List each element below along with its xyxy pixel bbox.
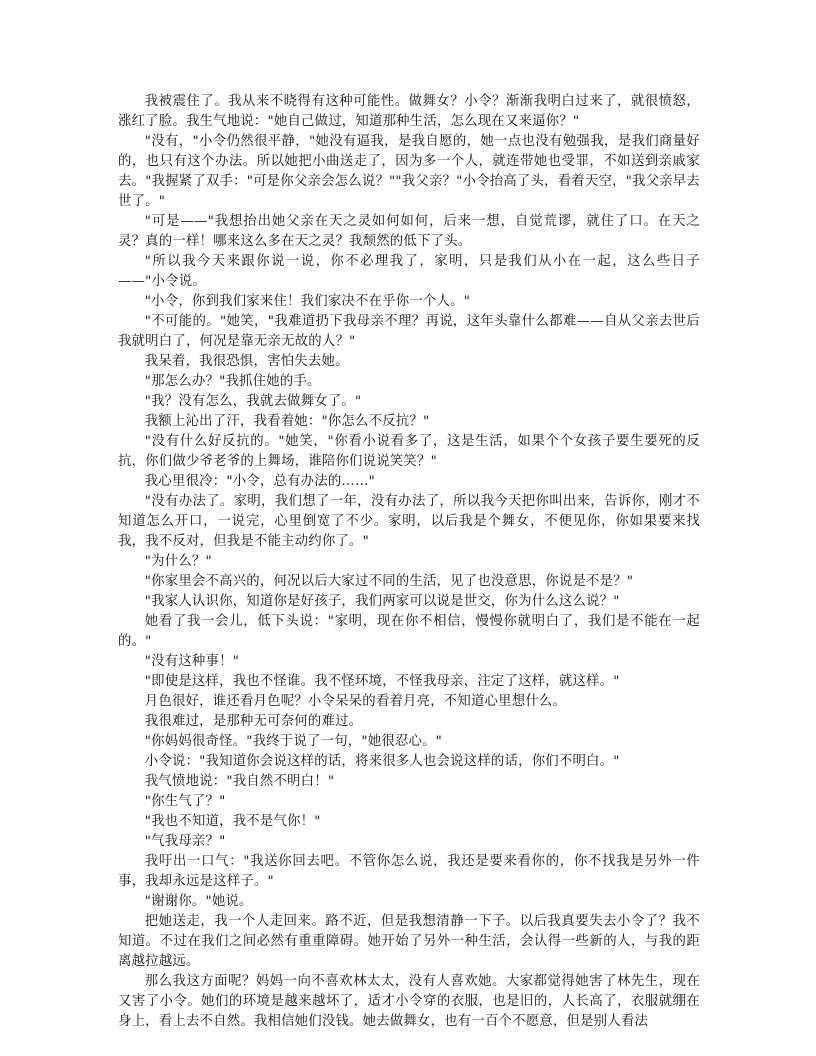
paragraph: 她看了我一会儿，低下头说："家明，现在你不相信，慢慢你就明白了，我们是不能在一起的。"	[118, 614, 700, 649]
paragraph: 我呆着，我很恐惧，害怕失去她。	[144, 354, 349, 369]
paragraph: "没有，"小令仍然很平静，"她没有逼我，是我自愿的，她一点也没有勉强我，是我们商量好的，也只有这个办法。所以她把小曲送走了，因为多一个人，就连带她也受罪，不如送到亲戚家去。"我握紧了双手："可是你父亲会怎么说？""我父亲？"小令抬高了头，看着天空，"我父亲早去世了。"	[118, 134, 700, 209]
paragraph: "没有什么好反抗的。"她笑，"你看小说看多了，这是生活，如果个个女孩子要生要死的反抗，你们做少爷老爷的上舞场，谁陪你们说说笑笑？"	[118, 434, 700, 469]
paragraph: "你生气了？"	[144, 794, 226, 809]
paragraph: "谢谢你。"她说。	[144, 894, 253, 909]
paragraph: 那么我这方面呢？妈妈一向不喜欢林太太，没有人喜欢她。大家都觉得她害了林先生，现在又害了小令。她们的环境是越来越坏了，适才小令穿的衣服，也是旧的，人长高了，衣服就绷在身上，看上去不自然。我相信她们没钱。她去做舞女，也有一百个不愿意，但是别人看法	[118, 974, 700, 1029]
paragraph: 把她送走，我一个人走回来。路不近，但是我想清静一下子。以后我真要失去小令了？我不知道。不过在我们之间必然有重重障碍。她开始了另外一种生活，会认得一些新的人，与我的距离越拉越远。	[118, 914, 700, 969]
paragraph: "可是——"我想抬出她父亲在天之灵如何如何，后来一想，自觉荒谬，就住了口。在天之灵？真的一样！哪来这么多在天之灵？我颓然的低下了头。	[118, 214, 700, 249]
paragraph: 我很难过，是那种无可奈何的难过。	[144, 714, 363, 729]
paragraph: "小令，你到我们家来住！我们家决不在乎你一个人。"	[144, 294, 471, 309]
paragraph: "所以我今天来跟你说一说，你不必理我了，家明，只是我们从小在一起，这么些日子——"小令说。	[118, 254, 700, 289]
paragraph: "没有办法了。家明，我们想了一年，没有办法了，所以我今天把你叫出来，告诉你，刚才不知道怎么开口，一说完，心里倒宽了不少。家明，以后我是个舞女，不便见你，你如果要来找我，我不反对，但我是不能主动约你了。"	[118, 494, 700, 549]
paragraph: 月色很好，谁还看月色呢？小令呆呆的看着月亮，不知道心里想什么。	[144, 694, 567, 709]
paragraph: 我额上沁出了汗，我看着她："你怎么不反抗？"	[144, 414, 430, 429]
paragraph: "你妈妈很奇怪。"我终于说了一句，"她很忍心。"	[144, 734, 443, 749]
paragraph: 我被震住了。我从来不晓得有这种可能性。做舞女？小令？渐渐我明白过来了，就很愤怒，涨红了脸。我生气地说："她自己做过，知道那种生活，怎么现在又来逼你？"	[118, 94, 700, 129]
paragraph: 我心里很冷："小令，总有办法的……"	[144, 474, 375, 489]
document-body	[118, 92, 700, 1032]
paragraph: "为什么？"	[144, 554, 212, 569]
paragraph: 我气愤地说："我自然不明白！"	[144, 774, 335, 789]
paragraph: "你家里会不高兴的，何况以后大家过不同的生活，见了也没意思，你说是不是？"	[144, 574, 634, 589]
paragraph: "气我母亲？"	[144, 834, 226, 849]
paragraph: 我吁出一口气："我送你回去吧。不管你怎么说，我还是要来看你的，你不找我是另外一件事，我却永远是这样子。"	[118, 854, 700, 889]
paragraph: "我？没有怎么，我就去做舞女了。"	[144, 394, 362, 409]
paragraph: "即使是这样，我也不怪谁。我不怪环境，不怪我母亲，注定了这样，就这样。"	[144, 674, 620, 689]
paragraph: "我家人认识你，知道你是好孩子，我们两家可以说是世交，你为什么这么说？"	[144, 594, 620, 609]
paragraph: "那怎么办？"我抓住她的手。	[144, 374, 321, 389]
paragraph: "不可能的。"她笑，"我难道扔下我母亲不理？再说，这年头靠什么都难——自从父亲去世后我就明白了，何况是靠无亲无故的人？"	[118, 314, 700, 349]
paragraph: "我也不知道，我不是气你！"	[144, 814, 321, 829]
paragraph: 小令说："我知道你会说这样的话，将来很多人也会说这样的话，你们不明白。"	[144, 754, 620, 769]
paragraph: "没有这种事！"	[144, 654, 240, 669]
